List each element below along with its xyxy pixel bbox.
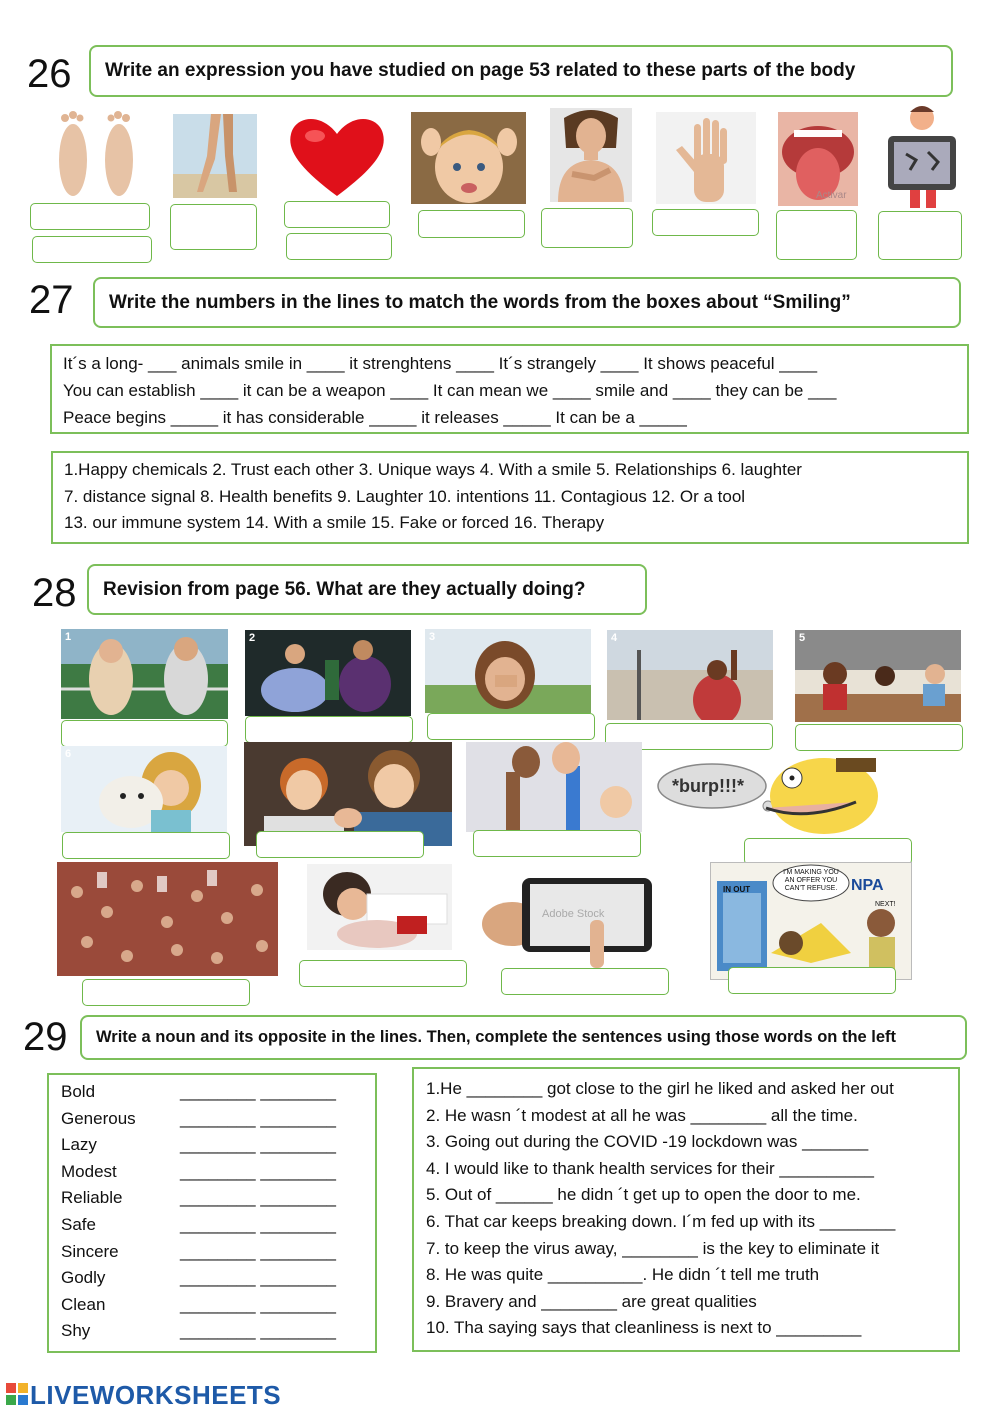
photo-number-4: 4: [611, 632, 618, 644]
section-26-title: Write an expression you have studied on page 53 related to these parts of the body: [89, 45, 953, 97]
photo-number-6: 6: [65, 748, 72, 760]
answer-photo-2[interactable]: [245, 716, 413, 743]
burp-text: *burp!!!*: [672, 776, 744, 796]
photo-crowd: [57, 862, 278, 976]
answer-crowd[interactable]: [82, 979, 250, 1006]
options-line-1: 1.Happy chemicals 2. Trust each other 3. Unique ways 4. With a smile 5. Relationships 6. laughter: [64, 460, 802, 479]
word-label: Bold: [61, 1082, 96, 1101]
word-answer-blanks[interactable]: ________ ________: [180, 1135, 336, 1155]
sentence-5[interactable]: 5. Out of ______ he didn ´t get up to open the door to me.: [426, 1185, 861, 1205]
sentence-4[interactable]: 4. I would like to thank health services for their __________: [426, 1158, 874, 1178]
photo-6-girl-dog: [61, 746, 227, 832]
answer-burp[interactable]: [744, 838, 912, 865]
photo-number-3: 3: [429, 631, 436, 643]
answer-photo-6[interactable]: [62, 832, 230, 859]
legs-image: [173, 114, 257, 198]
sentence-6[interactable]: 6. That car keeps breaking down. I´m fed up with its ________: [426, 1212, 896, 1231]
answer-tablet[interactable]: [501, 968, 669, 995]
answer-feet-2[interactable]: [32, 236, 152, 263]
word-label: Godly: [61, 1268, 106, 1288]
answer-heart-2[interactable]: [286, 233, 392, 260]
answer-tongue[interactable]: [776, 210, 857, 260]
section-28-title: Revision from page 56. What are they actually doing?: [87, 564, 647, 615]
watermark-text: Adobe Stock: [542, 908, 605, 920]
tongue-image: [778, 112, 858, 206]
answer-photo-5[interactable]: [795, 724, 963, 751]
answer-legs[interactable]: [170, 204, 257, 250]
sentence-3[interactable]: 3. Going out during the COVID -19 lockdown was _______: [426, 1132, 869, 1152]
heart-image: [285, 112, 389, 200]
section-number-28: 28: [32, 571, 77, 615]
phrase-line-3: Peace begins _____ it has considerable _____ it releases _____ It can be a _____: [63, 408, 687, 427]
cartoon-bubble-text: I'M MAKING YOU AN OFFER YOU CAN'T REFUSE.: [783, 869, 839, 892]
word-label: Sincere: [61, 1241, 119, 1261]
answer-photo-8[interactable]: [473, 830, 641, 857]
word-label: Reliable: [61, 1188, 123, 1208]
cartoon-door-text: IN OUT: [723, 885, 751, 894]
word-answer-blanks[interactable]: ________ ________: [180, 1188, 336, 1208]
answer-xray[interactable]: [878, 211, 962, 260]
word-label: Shy: [61, 1321, 91, 1341]
child-head-image: [411, 112, 526, 204]
answer-photo-3[interactable]: [427, 713, 595, 740]
sentence-10[interactable]: 10. Tha saying says that cleanliness is next to _________: [426, 1318, 862, 1338]
answer-photo-7[interactable]: [256, 831, 424, 858]
word-answer-blanks[interactable]: ________ ________: [180, 1241, 336, 1261]
word-answer-blanks[interactable]: ________ ________: [180, 1321, 336, 1341]
watermark-text: Activar: [816, 190, 847, 201]
options-line-3: 13. our immune system 14. With a smile 15. Fake or forced 16. Therapy: [64, 513, 605, 532]
political-cartoon: [710, 862, 912, 980]
feet-image: [47, 108, 145, 200]
word-answer-blanks[interactable]: ________ ________: [180, 1082, 336, 1101]
word-answer-blanks[interactable]: ________ ________: [180, 1294, 336, 1314]
xray-cartoon-image: [880, 104, 966, 208]
section-29-title: Write a noun and its opposite in the lines. Then, complete the sentences using those words on the left: [80, 1015, 967, 1060]
section-27-title: Write the numbers in the lines to match the words from the boxes about “Smiling”: [93, 277, 961, 328]
photo-number-5: 5: [799, 632, 806, 644]
photo-1-handshake: [61, 629, 228, 719]
liveworksheets-logo-icon: [6, 1383, 28, 1405]
chest-image: [550, 108, 632, 202]
word-label: Modest: [61, 1161, 117, 1181]
phrase-line-2: You can establish ____ it can be a weapon ____ It can mean we ____ smile and ____ they can be ___: [63, 381, 837, 400]
sentence-2[interactable]: 2. He wasn ´t modest at all he was ________ all the time.: [426, 1105, 858, 1125]
sentence-7[interactable]: 7. to keep the virus away, ________ is the key to eliminate it: [426, 1238, 880, 1258]
hand-image: [656, 112, 756, 204]
photo-number-2: 2: [249, 632, 256, 644]
answer-hand[interactable]: [652, 209, 759, 236]
photo-2-dancers: [245, 630, 411, 716]
word-answer-blanks[interactable]: ________ ________: [180, 1108, 336, 1128]
word-label: Lazy: [61, 1135, 97, 1155]
sentence-8[interactable]: 8. He was quite __________. He didn ´t tell me truth: [426, 1265, 820, 1285]
word-label: Generous: [61, 1108, 136, 1128]
photo-8-high-five: [466, 742, 642, 832]
word-label: Clean: [61, 1294, 106, 1314]
answer-heart-1[interactable]: [284, 201, 390, 228]
answer-cartoon[interactable]: [728, 967, 896, 994]
liveworksheets-brand: LIVEWORKSHEETS: [30, 1380, 282, 1410]
answer-photo-1[interactable]: [61, 720, 228, 747]
answer-chest[interactable]: [541, 208, 633, 248]
photo-number-1: 1: [65, 631, 72, 643]
word-answer-blanks[interactable]: ________ ________: [180, 1161, 336, 1181]
answer-feet-1[interactable]: [30, 203, 150, 230]
cartoon-label: NPA: [851, 877, 884, 894]
section-number-26: 26: [27, 52, 72, 96]
phrase-line-1: It´s a long- ___ animals smile in ____ it strenghtens ____ It´s strangely ____ It shows peaceful ____: [63, 354, 818, 373]
photo-4-waving: [607, 630, 773, 720]
word-label: Safe: [61, 1215, 96, 1234]
options-line-2: 7. distance signal 8. Health benefits 9. Laughter 10. intentions 11. Contagious 12. Or a tool: [64, 487, 746, 506]
photo-5-classroom: [795, 630, 961, 722]
answer-head[interactable]: [418, 210, 525, 238]
answer-cpr[interactable]: [299, 960, 467, 987]
burp-cartoon-image: [656, 752, 896, 840]
photo-3-crying: [425, 629, 591, 713]
word-answer-blanks[interactable]: ________ ________: [180, 1268, 336, 1288]
sentence-9[interactable]: 9. Bravery and ________ are great qualities: [426, 1291, 757, 1311]
photo-tablet: [482, 864, 660, 968]
section-number-29: 29: [23, 1015, 68, 1059]
word-answer-blanks[interactable]: ________ ________: [180, 1215, 336, 1234]
photo-cpr: [307, 864, 452, 950]
cartoon-next-text: NEXT!: [875, 901, 896, 908]
section-number-27: 27: [29, 278, 74, 322]
sentence-1[interactable]: 1.He ________ got close to the girl he liked and asked her out: [426, 1079, 894, 1098]
